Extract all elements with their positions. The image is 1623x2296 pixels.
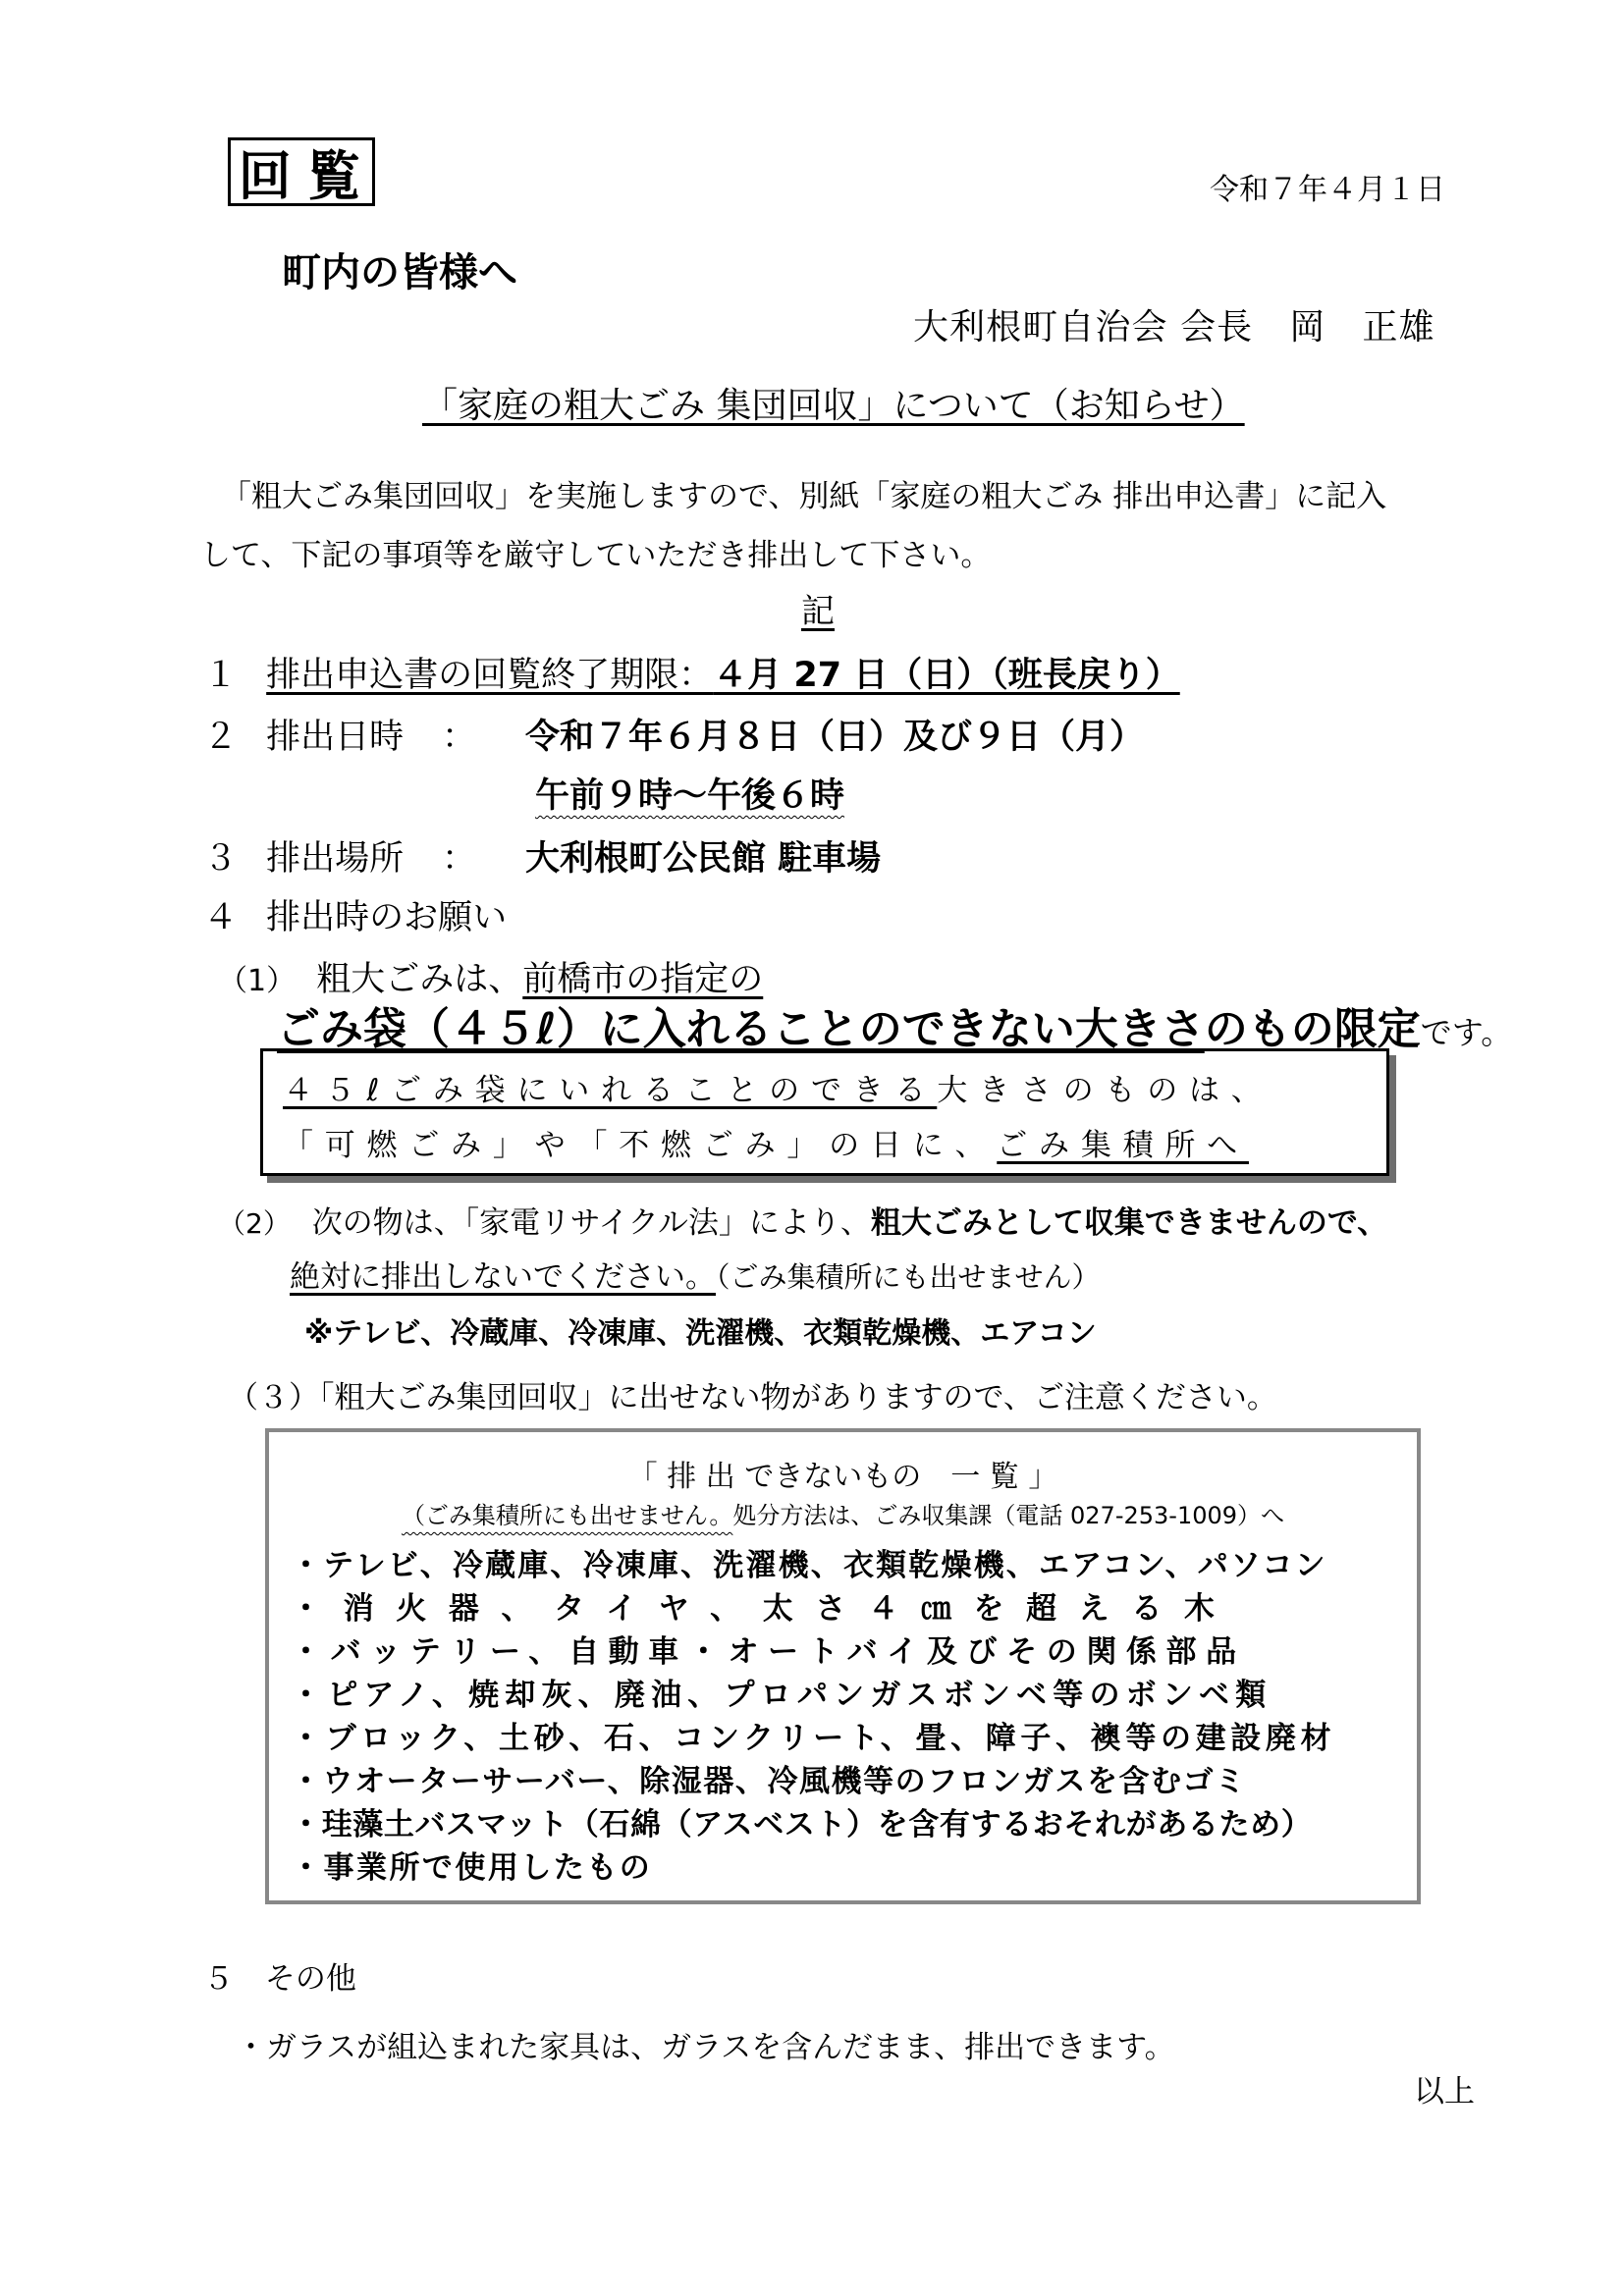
item-4: [203, 890, 507, 939]
prohibited-item: ・消火器、タイヤ、太さ４㎝を超える木: [291, 1591, 1237, 1627]
notice-line-1: [283, 1065, 1273, 1109]
notice-2-a: 「可燃ごみ」や「不燃ごみ」の日に、: [283, 1128, 998, 1163]
item-1-value: ４月 27 日（日）（班長戻り）: [713, 656, 1180, 695]
item-2-label: 排出日時: [266, 718, 405, 757]
item-4-label: 排出時のお願い: [266, 898, 508, 937]
item-5: [203, 1953, 356, 1998]
item-3-number: ３: [203, 839, 239, 879]
prohibited-item: ・珪藻土バスマット（石綿（アスベスト）を含有するおそれがあるため）: [291, 1807, 1313, 1842]
item-1-label: 排出申込書の回覧終了期限：: [266, 656, 714, 695]
sub-1-text-a: 粗大ごみは、: [316, 960, 523, 999]
item-2-colon: ：: [442, 718, 477, 757]
ki-heading: 記: [801, 592, 835, 631]
sub-2-text-a: 次の物は、「家電リサイクル法」により、: [311, 1205, 871, 1241]
item-2-time: 午前９時～午後６時: [535, 776, 845, 816]
prohibited-title: 「 排 出 できないもの 一 覧 」: [627, 1460, 1058, 1494]
sub-2-number: （2）: [218, 1207, 291, 1240]
sender: 大利根町自治会 会長 岡 正雄: [913, 307, 1435, 347]
sub-1-text-b: 前橋市の指定の: [522, 960, 764, 999]
closing-ijou: 以上: [1414, 2074, 1475, 2109]
item-5-number: ５: [203, 1961, 234, 1997]
item-2: [203, 710, 404, 759]
prohibited-item: ・バッテリー、自動車・オートバイ及びその関係部品: [291, 1634, 1246, 1670]
sub-2-line-2-a: 絶対に排出しないでください。: [290, 1259, 716, 1295]
prohibited-item: ・テレビ、冷蔵庫、冷凍庫、洗濯機、衣類乾燥機、エアコン、パソコン: [291, 1548, 1327, 1583]
notice-box: [260, 1048, 1389, 1176]
item-5-label: その他: [264, 1961, 356, 1997]
item-3-label: 排出場所: [266, 839, 405, 879]
notice-line-2: [283, 1120, 1249, 1164]
sub-2: [218, 1198, 1387, 1242]
sub-1-big-b: のもの限定: [1204, 1004, 1421, 1054]
intro-line-2: して、下記の事項等を厳守していただき排出して下さい。: [200, 538, 992, 573]
item-1: [203, 648, 1180, 697]
item-3: [203, 831, 404, 881]
prohibited-note-b: 処分方法は、ごみ収集課（電話 027-253-1009）へ: [732, 1502, 1285, 1529]
sub-2-line-2-b: （ごみ集積所にも出せません）: [716, 1260, 1101, 1294]
kairan-label: 回覧: [238, 144, 377, 207]
sub-1-emphasis: [277, 993, 1512, 1056]
notice-1-a: ４５ℓごみ袋にいれることのできる: [283, 1073, 938, 1108]
item-4-number: ４: [203, 898, 239, 937]
prohibited-item: ・ブロック、土砂、石、コンクリート、畳、障子、襖等の建設廃材: [291, 1721, 1336, 1756]
item-1-deadline: [266, 656, 1180, 695]
notice-1-b: 大きさのものは、: [937, 1073, 1273, 1108]
prohibited-note-a: （ごみ集積所にも出せません。: [401, 1502, 733, 1529]
sub-1-number: （1）: [218, 964, 297, 998]
prohibited-item: ・ウオーターサーバー、除湿器、冷風機等のフロンガスを含むゴミ: [291, 1764, 1247, 1799]
item-1-number: １: [203, 656, 239, 695]
prohibited-item: ・事業所で使用したもの: [291, 1850, 653, 1886]
sub-3: （３）「粗大ごみ集団回収」に出せない物がありますので、ご注意ください。: [228, 1380, 1277, 1415]
notice-2-b: ごみ集積所へ: [997, 1128, 1249, 1163]
prohibited-note: [269, 1496, 1417, 1530]
item-5-text: ・ガラスが組込まれた家具は、ガラスを含んだまま、排出できます。: [236, 2030, 1175, 2065]
sub-2-appliance-list: ※テレビ、冷蔵庫、冷凍庫、洗濯機、衣類乾燥機、エアコン: [304, 1316, 1097, 1351]
sub-1-big-c: です。: [1420, 1014, 1513, 1051]
prohibited-item: ・ピアノ、焼却灰、廃油、プロパンガスボンベ等のボンベ類: [291, 1678, 1272, 1713]
kairan-stamp: [228, 137, 375, 206]
item-3-place: 大利根町公民館 駐車場: [525, 839, 882, 879]
item-2-number: ２: [203, 718, 239, 757]
document-date: 令和７年４月１日: [1210, 173, 1445, 207]
document-title: 「家庭の粗大ごみ 集団回収」について（お知らせ）: [422, 386, 1245, 426]
item-3-colon: ：: [442, 839, 477, 879]
sub-2-line-2: [290, 1252, 1101, 1296]
sub-1-big-a: ごみ袋（４５ℓ）に入れることのできない大きさ: [277, 1004, 1205, 1054]
prohibited-list-box: [265, 1428, 1421, 1904]
sub-2-text-b: 粗大ごみとして収集できませんので、: [870, 1205, 1388, 1241]
intro-line-1: 「粗大ごみ集団回収」を実施しますので、別紙「家庭の粗大ごみ 排出申込書」に記入: [221, 479, 1387, 514]
item-2-date: 令和７年６月８日（日）及び９日（月）: [525, 718, 1145, 757]
addressee: 町内の皆様へ: [282, 250, 517, 295]
